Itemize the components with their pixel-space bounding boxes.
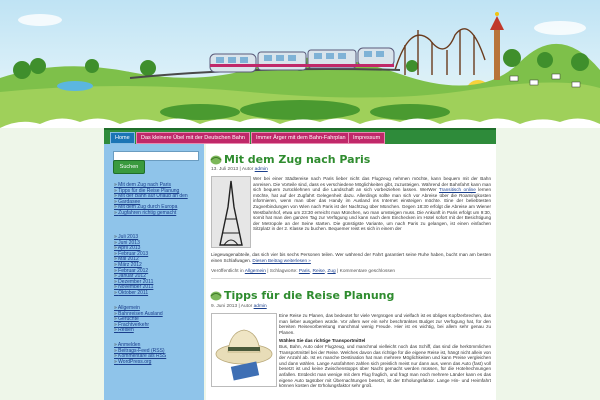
archive-link[interactable]: » Juli 2013 [114,235,153,241]
tag-link[interactable]: Paris [298,269,310,274]
meta-link[interactable]: » Beitrags-Feed (RSS) [114,349,166,355]
search-button[interactable]: Suchen [113,160,145,174]
archive-link[interactable]: » Juni 2013 [114,241,153,247]
post-meta: 13. Juli 2013 | Autor admin [211,167,268,172]
archive-link[interactable]: » Mai 2012 [114,257,153,263]
recent-post-link[interactable]: » Zugfahren richtig gemacht [114,211,188,217]
meta-link[interactable]: » WordPress.org [114,360,166,366]
category-link[interactable]: » Bahnreisen Ausland [114,312,163,318]
meta-list [114,343,166,365]
meta-link[interactable]: » Anmelden [114,343,166,349]
nav-item-impressum[interactable]: Impressum [348,132,385,144]
category-link[interactable]: » Allgemein [114,306,163,312]
archive-link[interactable]: » Oktober 2011 [114,291,153,297]
post-bullet-icon [210,290,222,301]
pond-graphic [57,81,93,91]
nav-item-fahrplan[interactable]: Immer Ärger mit dem Bahn-Fahrplan [251,132,351,144]
recent-post-link[interactable]: » Mit der Bahn auf Urlaub an den [114,194,188,200]
archive-list [114,235,153,297]
recent-posts-list [114,183,188,217]
nav-item-deutsche-bahn[interactable]: Das kleinere Übel mit der Deutschen Bahn [136,132,250,144]
recent-post-link[interactable]: » Gardasee [114,200,188,206]
post-author-link[interactable]: admin [254,167,268,172]
comments-status: Kommentare geschlossen [339,269,396,274]
nav-item-home[interactable]: Home [110,132,135,144]
category-link[interactable]: » Reisen [114,328,163,334]
post-excerpt-body: Bus, Bahn, Auto oder Flugzeug, und manchmal vielleicht noch das Schiff, das sind die herkömmlichen Transportmittel bei der Reise. Welches davon das richtige für die eigene Reise ist, hängt nicht allein von der Anzahl ab. Ist es manche Destination hat man mehrere Möglichkeiten und kann Preise vergleichen und dann wählen. Lange Autofahrten zahlen sich preislich meist nur dann aus, wenn das Auto (fast) voll besetzt ist und keine Zwischenstopps über Nacht gemacht werden müssen, für die Hotelrechnungen anfallen. Entdeckt man wenige mit dem Flug fraglich, und fragt man noch mehrere Länder kann es das eigene Auto tagsüber mit Übernachtungen besetzt, ist der Erholungsfaktor. Lange Hin- und Heimfahrt können kosten der Erholungsfaktor sehr groß. [279,344,492,389]
post-author-link[interactable]: admin [253,304,267,309]
post-author-label: Autor [240,304,253,309]
recent-post-link[interactable]: » Tipps für die Reise Planung [114,189,188,195]
category-link[interactable]: Allgemein [244,269,266,274]
post-footer: Veröffentlicht in Allgemein | Schlagworte: Paris, Reise, Zug | Kommentare geschlossen [211,269,396,274]
archive-link[interactable]: » Februar 2012 [114,269,153,275]
inline-link[interactable]: Transitisch online [439,187,476,193]
post-meta: 9. Juni 2013 | Autor admin [211,304,267,309]
header-banner [0,0,600,128]
archive-link[interactable]: » Dezember 2011 [114,280,153,286]
main-navigation [104,128,496,144]
eiffel-tower-image [211,176,251,248]
post-title[interactable]: Mit dem Zug nach Paris [224,153,371,166]
archive-link[interactable]: » November 2011 [114,285,153,291]
post-excerpt-top: Wer bei einer Städtereise nach Paris lieber nicht das Flugzeug nehmen möchte, kann bequem mit der Bahn anreisen. Die Vorteile sind, dass es verschiedene Möglichkeiten gibt, zuzusteigen. Während der Bahnfahrt kann man sich bequem zurücklehnen und die Landschaft an sich vorbeiziehen lassen. WerWer Transitisch online lernen möchte, hat auf der Zugfahrt Gelegenheit dazu. Allerdings sollte man sich vor Abreise über die Roamingkosten informieren, wenn man über das Handy im Ausland ins Internet einsteigen möchte. Eine der beliebtesten Zugverbindungen von Wien nach Paris ist der Nachtzug über München. Gegen 18:30 erfolgt die Abreise am Wiener Westbahnhof, etwa um 23:30 erreicht man München, wo man umsteigen muss. Die Ankunft in Paris erfolgt um 9:30, somit hat man den ganzen Tag zur Verfügung und kann nach dem Einchecken im Hotel sofort mit der Besichtigung der Metropole an der Seine starten. Die günstigste Variante, um nach Paris zu gelangen, ist einen einfachen Sitzplatz in der 2. Klasse zu buchen. Bequemer reist es sich in einem der [253,176,492,232]
post-date: 13. Juli 2013 [211,167,239,172]
post-excerpt-bottom: Liegewagenabteile, das sich vier bis sechs Personen teilen. Wer während der Fahrt garantiert seine Ruhe haben, bucht man am besten einen Schlafwagen. Diesen Beitrag weiterlesen » [211,252,491,263]
landscape-illustration [0,0,600,128]
tag-link[interactable]: Zug [327,269,336,274]
archive-link[interactable]: » März 2012 [114,263,153,269]
recent-post-link[interactable]: » Mit dem Zug durch Europa [114,205,188,211]
post-bullet-icon [210,154,222,165]
category-list [114,306,163,334]
post-excerpt-top: Eine Reise zu Planen, das bedeutet für viele Vergnügen und vielfach ist es übliges Kopfzerbrechen, das man lieber ausgeben würde. Vor allem wer ein sehr beschränktes Budget zur Verfügung hat, für den bereiten Reisevorbereitung manchmal wenig Freude. Hier ist es wichtig, bei allem sehr genau zu Planen. [279,313,491,335]
category-link[interactable]: » Gerüchte [114,317,163,323]
read-more-link[interactable]: Diesen Beitrag weiterlesen » [252,257,311,263]
post-date: 9. Juni 2013 [211,304,238,309]
category-link[interactable]: » Frachtverkehr [114,323,163,329]
tag-link[interactable]: Reise [312,269,325,274]
travel-hat-image [211,313,277,387]
meta-link[interactable]: » Kommentare als RSS [114,354,166,360]
tower-graphic [490,12,504,80]
post-subheading: Wählen Sie das richtige Transportmittel [279,338,366,343]
post-author-label: Autor [241,167,254,172]
post-title[interactable]: Tipps für die Reise Planung [224,289,395,302]
recent-post-link[interactable]: » Mit dem Zug nach Paris [114,183,188,189]
post-divider [211,278,491,279]
archive-link[interactable]: » Januar 2012 [114,274,153,280]
archive-link[interactable]: » April 2013 [114,246,153,252]
archive-link[interactable]: » Februar 2013 [114,252,153,258]
